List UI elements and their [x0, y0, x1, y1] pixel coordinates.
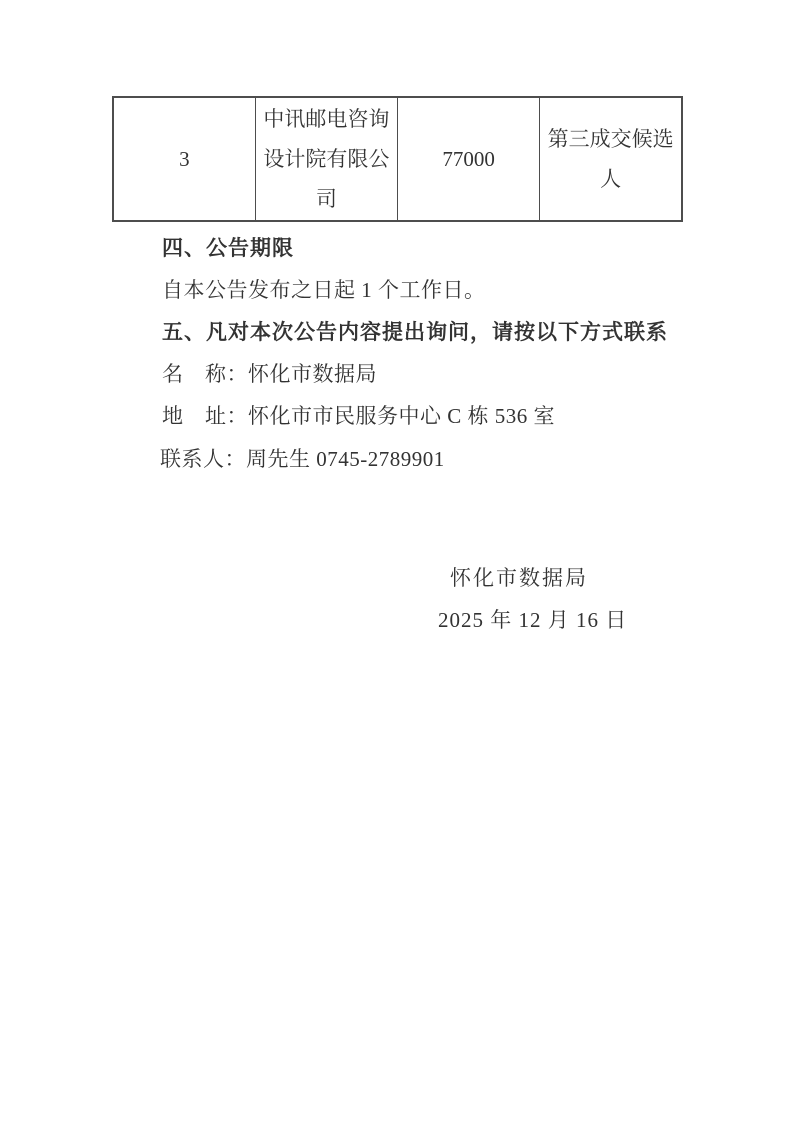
- contact-name-line: 名 称：怀化市数据局: [162, 362, 377, 386]
- candidate-status-cell: 第三成交候选人: [540, 97, 682, 221]
- supplier-name-cell: 中讯邮电咨询设计院有限公司: [255, 97, 397, 221]
- signature-organization: 怀化市数据局: [450, 566, 588, 590]
- signature-date: 2025 年 12 月 16 日: [438, 608, 628, 632]
- section-4-body: 自本公告发布之日起 1 个工作日。: [162, 278, 486, 302]
- contact-person-line: 联系人：周先生 0745-2789901: [160, 447, 445, 471]
- rank-cell: 3: [113, 97, 255, 221]
- section-5-heading: 五、凡对本次公告内容提出询问，请按以下方式联系: [162, 321, 668, 344]
- section-4-heading: 四、公告期限: [162, 237, 294, 260]
- contact-address-line: 地 址：怀化市市民服务中心 C 栋 536 室: [162, 404, 556, 428]
- candidate-result-table: [112, 96, 683, 222]
- table-row: [113, 97, 682, 221]
- amount-cell: 77000: [398, 97, 540, 221]
